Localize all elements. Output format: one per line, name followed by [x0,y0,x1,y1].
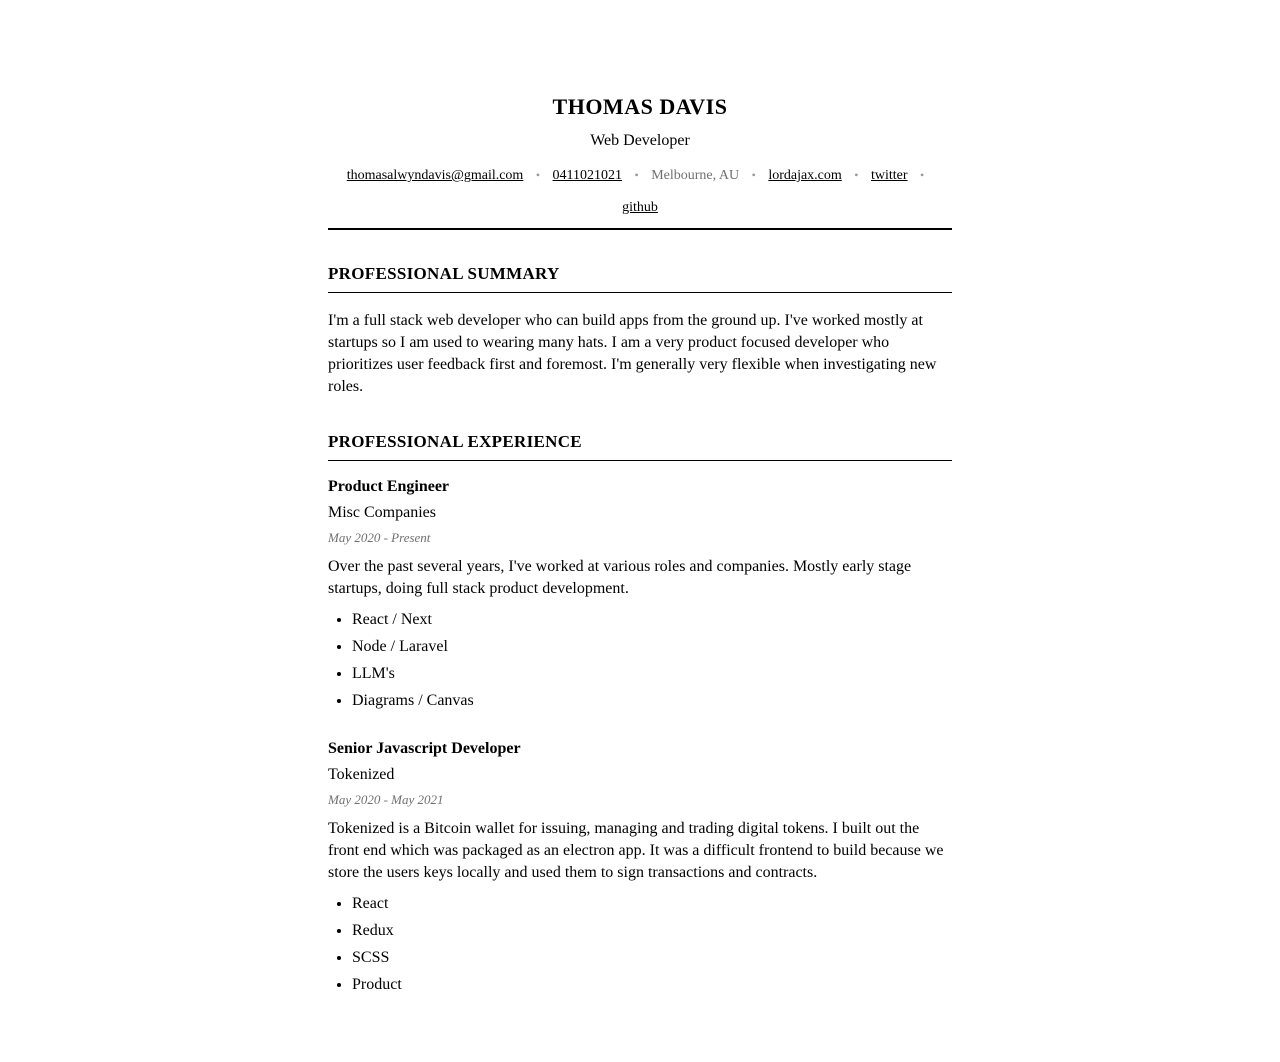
highlight-item: • Redux [352,921,952,940]
location-text: Melbourne, AU [651,168,740,184]
resume-page [328,0,952,1062]
twitter-link[interactable]: twitter [871,168,908,184]
job-dates: May 2020 - Present [328,530,431,546]
highlight-item: • React [352,894,952,913]
separator-dot: • [854,168,859,183]
highlights-list [328,894,952,994]
highlight-item: • Diagrams / Canvas [352,691,952,710]
website-link[interactable]: lordajax.com [768,168,842,184]
highlight-item: • Node / Laravel [352,637,952,656]
job-entry [328,478,952,710]
summary-section [328,264,952,398]
job-label: Web Developer [590,132,690,150]
company-name: Tokenized [328,766,395,784]
experience-section [328,432,952,994]
resume-header [328,95,952,230]
separator-dot: • [535,168,541,183]
separator-dot: • [920,168,925,183]
job-dates: May 2020 - May 2021 [328,792,444,808]
highlight-item: • LLM's [352,664,952,683]
phone-link[interactable]: 0411021021 [552,168,623,184]
highlights-list [328,610,952,710]
job-entry [328,740,952,994]
header-divider [328,228,952,230]
job-title: Senior Javascript Developer [328,740,521,758]
separator-dot: • [751,168,756,183]
highlight-item: • Product [352,975,952,994]
job-description: Tokenized is a Bitcoin wallet for issuing, managing and trading digital tokens. I built out the front end which was packaged as an electron app. It was a difficult frontend to build because we store the users keys locally and used them to sign transactions and contracts. [328,820,944,882]
person-name: THOMAS DAVIS [552,94,728,119]
summary-text: I'm a full stack web developer who can build apps from the ground up. I've worked mostly at startups so I am used to wearing many hats. I am a very product focused developer who prioritizes user feedback first and foremost. I'm generally very flexible when investigating new roles. [328,312,937,396]
github-link[interactable]: github [622,200,658,216]
experience-heading: PROFESSIONAL EXPERIENCE [328,432,952,461]
summary-heading: PROFESSIONAL SUMMARY [328,264,952,293]
contact-line [328,159,952,224]
highlight-item: • SCSS [352,948,952,967]
highlight-item: • React / Next [352,610,952,629]
job-description: Over the past several years, I've worked at various roles and companies. Mostly early stage startups, doing full stack product development. [328,558,912,598]
email-link[interactable]: thomasalwyndavis@gmail.com [346,168,524,184]
company-name: Misc Companies [328,504,436,522]
separator-dot: • [634,168,639,183]
job-title: Product Engineer [328,478,450,496]
